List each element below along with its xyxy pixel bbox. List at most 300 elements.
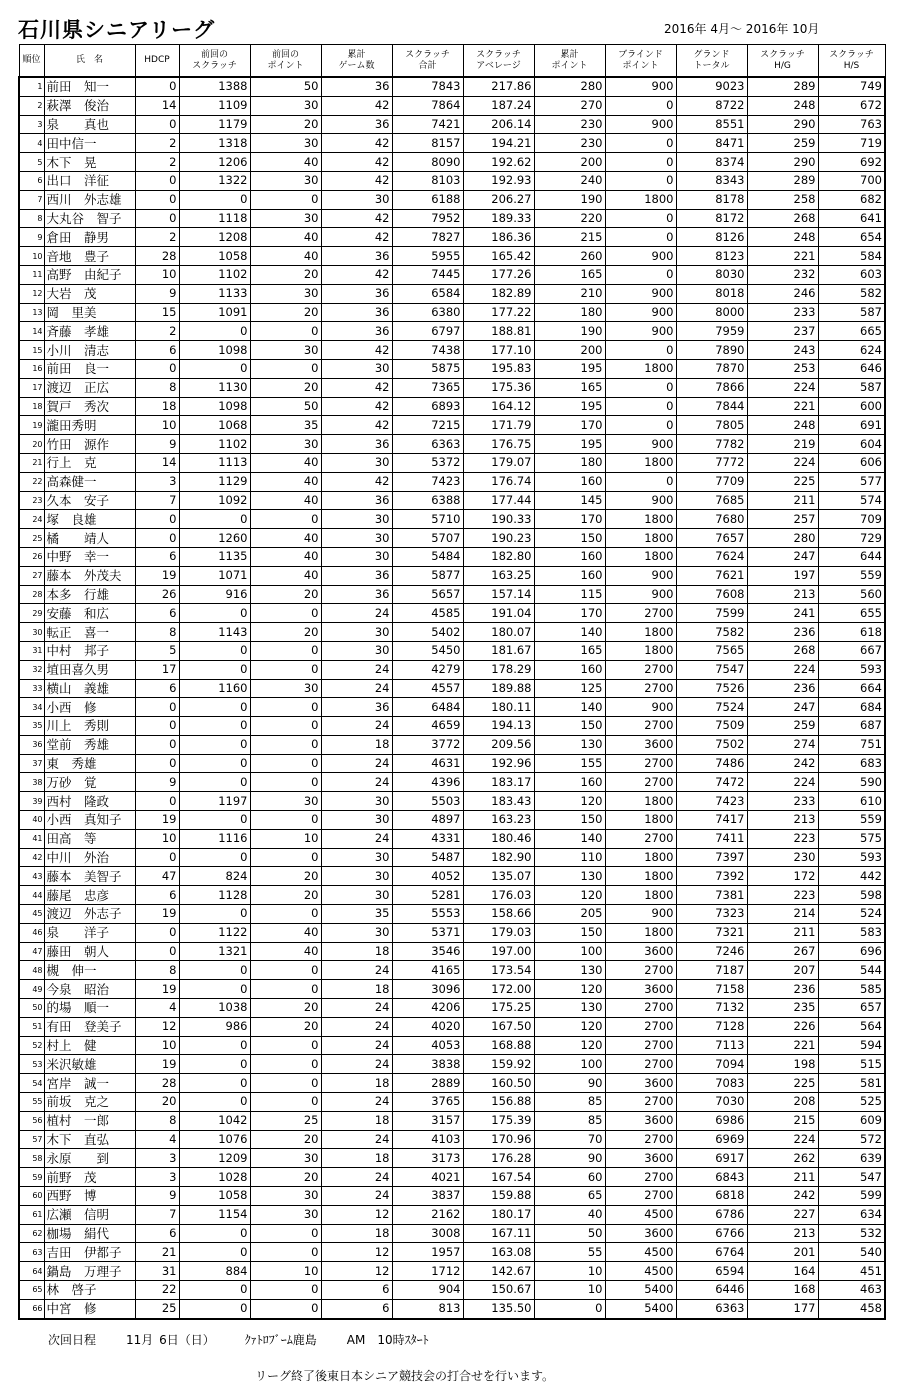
name-cell: 竹田 源作: [44, 435, 135, 454]
high-series-cell: 655: [818, 604, 885, 623]
grand-total-cell: 7472: [676, 773, 747, 792]
rank-cell: 42: [19, 848, 44, 867]
scratch-total-cell: 7438: [392, 341, 463, 360]
prev-scratch-cell: 1122: [179, 923, 250, 942]
prev-scratch-cell: 1091: [179, 303, 250, 322]
table-row: [19, 190, 885, 209]
games-cell: 36: [321, 322, 392, 341]
table-row: [19, 773, 885, 792]
games-cell: 35: [321, 905, 392, 924]
high-game-cell: 290: [747, 153, 818, 172]
high-series-cell: 672: [818, 96, 885, 115]
total-points-cell: 150: [534, 923, 605, 942]
hdcp-cell: 10: [135, 416, 179, 435]
high-game-cell: 248: [747, 96, 818, 115]
scratch-average-cell: 159.92: [463, 1055, 534, 1074]
table-row: [19, 1111, 885, 1130]
high-game-cell: 221: [747, 1036, 818, 1055]
high-game-cell: 214: [747, 905, 818, 924]
name-cell: 斉藤 孝雄: [44, 322, 135, 341]
name-cell: 賀戸 秀次: [44, 397, 135, 416]
games-cell: 18: [321, 980, 392, 999]
table-header: [19, 45, 885, 78]
high-series-cell: 458: [818, 1299, 885, 1318]
high-game-cell: 224: [747, 773, 818, 792]
high-series-cell: 709: [818, 510, 885, 529]
total-points-cell: 160: [534, 773, 605, 792]
high-game-cell: 262: [747, 1149, 818, 1168]
total-points-cell: 205: [534, 905, 605, 924]
total-points-cell: 85: [534, 1093, 605, 1112]
scratch-average-cell: 158.66: [463, 905, 534, 924]
scratch-average-cell: 167.54: [463, 1168, 534, 1187]
grand-total-cell: 7565: [676, 641, 747, 660]
games-cell: 30: [321, 623, 392, 642]
hdcp-cell: 7: [135, 491, 179, 510]
scratch-average-cell: 142.67: [463, 1262, 534, 1281]
games-cell: 30: [321, 848, 392, 867]
rank-cell: 10: [19, 247, 44, 266]
blind-points-cell: 2700: [605, 961, 676, 980]
prev-points-cell: 0: [250, 641, 321, 660]
prev-scratch-cell: 1113: [179, 453, 250, 472]
name-cell: 音地 豊子: [44, 247, 135, 266]
column-header: スクラッチ 合計: [392, 45, 463, 78]
rank-cell: 28: [19, 585, 44, 604]
hdcp-cell: 31: [135, 1262, 179, 1281]
prev-points-cell: 30: [250, 1149, 321, 1168]
prev-points-cell: 0: [250, 961, 321, 980]
name-cell: 泉 洋子: [44, 923, 135, 942]
table-row: [19, 604, 885, 623]
scratch-average-cell: 160.50: [463, 1074, 534, 1093]
games-cell: 36: [321, 435, 392, 454]
scratch-average-cell: 172.00: [463, 980, 534, 999]
high-series-cell: 585: [818, 980, 885, 999]
prev-points-cell: 20: [250, 999, 321, 1018]
name-cell: 中村 邦子: [44, 641, 135, 660]
blind-points-cell: 2700: [605, 1187, 676, 1206]
hdcp-cell: 19: [135, 811, 179, 830]
blind-points-cell: 3600: [605, 735, 676, 754]
prev-scratch-cell: 1133: [179, 284, 250, 303]
rank-cell: 3: [19, 115, 44, 134]
high-game-cell: 259: [747, 717, 818, 736]
column-header: 前回の ポイント: [250, 45, 321, 78]
name-cell: 出口 洋征: [44, 171, 135, 190]
total-points-cell: 230: [534, 134, 605, 153]
prev-scratch-cell: 824: [179, 867, 250, 886]
total-points-cell: 150: [534, 811, 605, 830]
prev-scratch-cell: 0: [179, 660, 250, 679]
high-game-cell: 233: [747, 792, 818, 811]
games-cell: 18: [321, 735, 392, 754]
hdcp-cell: 3: [135, 1149, 179, 1168]
high-game-cell: 227: [747, 1205, 818, 1224]
scratch-total-cell: 3772: [392, 735, 463, 754]
scratch-total-cell: 7445: [392, 265, 463, 284]
rank-cell: 19: [19, 416, 44, 435]
high-game-cell: 247: [747, 547, 818, 566]
total-points-cell: 110: [534, 848, 605, 867]
total-points-cell: 50: [534, 1224, 605, 1243]
grand-total-cell: 7392: [676, 867, 747, 886]
prev-points-cell: 20: [250, 115, 321, 134]
prev-scratch-cell: 1130: [179, 378, 250, 397]
prev-scratch-cell: 1068: [179, 416, 250, 435]
blind-points-cell: 0: [605, 171, 676, 190]
column-header: HDCP: [135, 45, 179, 78]
hdcp-cell: 6: [135, 679, 179, 698]
total-points-cell: 40: [534, 1205, 605, 1224]
blind-points-cell: 900: [605, 491, 676, 510]
scratch-total-cell: 4279: [392, 660, 463, 679]
prev-scratch-cell: 0: [179, 641, 250, 660]
total-points-cell: 165: [534, 265, 605, 284]
scratch-total-cell: 6380: [392, 303, 463, 322]
grand-total-cell: 7187: [676, 961, 747, 980]
total-points-cell: 280: [534, 77, 605, 96]
rank-cell: 1: [19, 77, 44, 96]
high-series-cell: 590: [818, 773, 885, 792]
high-game-cell: 235: [747, 999, 818, 1018]
scratch-average-cell: 190.33: [463, 510, 534, 529]
total-points-cell: 180: [534, 303, 605, 322]
name-cell: 的場 順一: [44, 999, 135, 1018]
grand-total-cell: 7805: [676, 416, 747, 435]
prev-points-cell: 0: [250, 359, 321, 378]
hdcp-cell: 19: [135, 980, 179, 999]
blind-points-cell: 1800: [605, 867, 676, 886]
games-cell: 30: [321, 359, 392, 378]
hdcp-cell: 22: [135, 1281, 179, 1300]
grand-total-cell: 7030: [676, 1093, 747, 1112]
high-series-cell: 587: [818, 378, 885, 397]
hdcp-cell: 47: [135, 867, 179, 886]
table-row: [19, 698, 885, 717]
scratch-average-cell: 164.12: [463, 397, 534, 416]
games-cell: 18: [321, 1074, 392, 1093]
blind-points-cell: 1800: [605, 547, 676, 566]
high-series-cell: 665: [818, 322, 885, 341]
table-row: [19, 378, 885, 397]
total-points-cell: 190: [534, 322, 605, 341]
rank-cell: 31: [19, 641, 44, 660]
next-schedule: [48, 1331, 459, 1348]
rank-cell: 61: [19, 1205, 44, 1224]
prev-scratch-cell: 1129: [179, 472, 250, 491]
scratch-total-cell: 4053: [392, 1036, 463, 1055]
prev-points-cell: 0: [250, 1224, 321, 1243]
high-series-cell: 532: [818, 1224, 885, 1243]
prev-points-cell: 10: [250, 1262, 321, 1281]
scratch-average-cell: 182.80: [463, 547, 534, 566]
schedule-label: 次回日程: [48, 1333, 97, 1347]
games-cell: 24: [321, 1055, 392, 1074]
prev-scratch-cell: 0: [179, 773, 250, 792]
hdcp-cell: 10: [135, 829, 179, 848]
high-series-cell: 604: [818, 435, 885, 454]
table-row: [19, 923, 885, 942]
games-cell: 24: [321, 1093, 392, 1112]
hdcp-cell: 6: [135, 886, 179, 905]
table-row: [19, 115, 885, 134]
schedule-time: AM 10時ｽﾀｰﾄ: [346, 1333, 429, 1347]
blind-points-cell: 0: [605, 397, 676, 416]
hdcp-cell: 0: [135, 717, 179, 736]
scratch-average-cell: 195.83: [463, 359, 534, 378]
rank-cell: 4: [19, 134, 44, 153]
high-series-cell: 682: [818, 190, 885, 209]
table-row: [19, 623, 885, 642]
scratch-average-cell: 179.03: [463, 923, 534, 942]
rank-cell: 20: [19, 435, 44, 454]
table-row: [19, 416, 885, 435]
games-cell: 42: [321, 397, 392, 416]
hdcp-cell: 6: [135, 1224, 179, 1243]
scratch-average-cell: 176.74: [463, 472, 534, 491]
name-cell: 久本 安子: [44, 491, 135, 510]
table-row: [19, 341, 885, 360]
grand-total-cell: 8178: [676, 190, 747, 209]
total-points-cell: 90: [534, 1074, 605, 1093]
column-header: 順位: [19, 45, 44, 78]
games-cell: 18: [321, 1149, 392, 1168]
prev-points-cell: 40: [250, 247, 321, 266]
prev-points-cell: 0: [250, 1243, 321, 1262]
rank-cell: 34: [19, 698, 44, 717]
prev-scratch-cell: 0: [179, 1036, 250, 1055]
prev-points-cell: 0: [250, 735, 321, 754]
prev-points-cell: 30: [250, 341, 321, 360]
hdcp-cell: 3: [135, 1168, 179, 1187]
total-points-cell: 160: [534, 566, 605, 585]
grand-total-cell: 7323: [676, 905, 747, 924]
games-cell: 24: [321, 961, 392, 980]
blind-points-cell: 4500: [605, 1205, 676, 1224]
games-cell: 24: [321, 1017, 392, 1036]
scratch-total-cell: 3546: [392, 942, 463, 961]
table-row: [19, 228, 885, 247]
footer-note: リーグ終了後東日本シニア競技会の打合せを行います。: [255, 1369, 555, 1383]
high-series-cell: 719: [818, 134, 885, 153]
scratch-average-cell: 176.75: [463, 435, 534, 454]
prev-points-cell: 0: [250, 660, 321, 679]
high-game-cell: 215: [747, 1111, 818, 1130]
table-row: [19, 848, 885, 867]
scratch-total-cell: 3838: [392, 1055, 463, 1074]
scratch-total-cell: 7827: [392, 228, 463, 247]
prev-scratch-cell: 0: [179, 1055, 250, 1074]
high-game-cell: 224: [747, 660, 818, 679]
scratch-total-cell: 1712: [392, 1262, 463, 1281]
games-cell: 42: [321, 416, 392, 435]
games-cell: 24: [321, 1036, 392, 1055]
blind-points-cell: 5400: [605, 1299, 676, 1318]
name-cell: 枷場 絹代: [44, 1224, 135, 1243]
blind-points-cell: 1800: [605, 359, 676, 378]
total-points-cell: 120: [534, 792, 605, 811]
scratch-average-cell: 181.67: [463, 641, 534, 660]
blind-points-cell: 1800: [605, 529, 676, 548]
name-cell: 藤本 外茂夫: [44, 566, 135, 585]
prev-points-cell: 0: [250, 510, 321, 529]
hdcp-cell: 4: [135, 1130, 179, 1149]
scratch-total-cell: 5553: [392, 905, 463, 924]
prev-points-cell: 10: [250, 829, 321, 848]
games-cell: 24: [321, 717, 392, 736]
scratch-total-cell: 3765: [392, 1093, 463, 1112]
high-game-cell: 224: [747, 378, 818, 397]
table-row: [19, 472, 885, 491]
rank-cell: 55: [19, 1093, 44, 1112]
rank-cell: 21: [19, 453, 44, 472]
table-row: [19, 585, 885, 604]
grand-total-cell: 6917: [676, 1149, 747, 1168]
high-game-cell: 198: [747, 1055, 818, 1074]
scratch-total-cell: 4206: [392, 999, 463, 1018]
prev-scratch-cell: 1135: [179, 547, 250, 566]
blind-points-cell: 4500: [605, 1262, 676, 1281]
blind-points-cell: 2700: [605, 660, 676, 679]
rank-cell: 44: [19, 886, 44, 905]
games-cell: 18: [321, 1111, 392, 1130]
games-cell: 24: [321, 1187, 392, 1206]
prev-scratch-cell: 0: [179, 1074, 250, 1093]
high-series-cell: 587: [818, 303, 885, 322]
hdcp-cell: 2: [135, 322, 179, 341]
games-cell: 42: [321, 265, 392, 284]
high-series-cell: 560: [818, 585, 885, 604]
scratch-total-cell: 3008: [392, 1224, 463, 1243]
total-points-cell: 195: [534, 359, 605, 378]
blind-points-cell: 0: [605, 153, 676, 172]
name-cell: 渡辺 正広: [44, 378, 135, 397]
hdcp-cell: 17: [135, 660, 179, 679]
high-game-cell: 243: [747, 341, 818, 360]
scratch-total-cell: 5955: [392, 247, 463, 266]
blind-points-cell: 900: [605, 115, 676, 134]
rank-cell: 66: [19, 1299, 44, 1318]
scratch-average-cell: 171.79: [463, 416, 534, 435]
prev-points-cell: 0: [250, 1281, 321, 1300]
name-cell: 渡辺 外志子: [44, 905, 135, 924]
name-cell: 植村 一郎: [44, 1111, 135, 1130]
scratch-average-cell: 173.54: [463, 961, 534, 980]
hdcp-cell: 25: [135, 1299, 179, 1318]
prev-points-cell: 0: [250, 1093, 321, 1112]
scratch-average-cell: 178.29: [463, 660, 534, 679]
scratch-total-cell: 5371: [392, 923, 463, 942]
scratch-total-cell: 5710: [392, 510, 463, 529]
scratch-average-cell: 165.42: [463, 247, 534, 266]
high-series-cell: 564: [818, 1017, 885, 1036]
games-cell: 24: [321, 829, 392, 848]
scratch-average-cell: 206.14: [463, 115, 534, 134]
total-points-cell: 195: [534, 397, 605, 416]
table-row: [19, 961, 885, 980]
prev-points-cell: 20: [250, 623, 321, 642]
prev-scratch-cell: 1071: [179, 566, 250, 585]
scratch-average-cell: 197.00: [463, 942, 534, 961]
prev-points-cell: 20: [250, 1130, 321, 1149]
prev-scratch-cell: 1028: [179, 1168, 250, 1187]
high-game-cell: 221: [747, 247, 818, 266]
blind-points-cell: 1800: [605, 190, 676, 209]
prev-scratch-cell: 1102: [179, 435, 250, 454]
high-game-cell: 164: [747, 1262, 818, 1281]
grand-total-cell: 8172: [676, 209, 747, 228]
prev-scratch-cell: 1208: [179, 228, 250, 247]
prev-points-cell: 20: [250, 1168, 321, 1187]
high-series-cell: 691: [818, 416, 885, 435]
grand-total-cell: 7094: [676, 1055, 747, 1074]
prev-scratch-cell: 1160: [179, 679, 250, 698]
total-points-cell: 120: [534, 886, 605, 905]
rank-cell: 7: [19, 190, 44, 209]
hdcp-cell: 0: [135, 529, 179, 548]
grand-total-cell: 7397: [676, 848, 747, 867]
name-cell: 前坂 克之: [44, 1093, 135, 1112]
scratch-average-cell: 192.96: [463, 754, 534, 773]
grand-total-cell: 7582: [676, 623, 747, 642]
scratch-total-cell: 6484: [392, 698, 463, 717]
name-cell: 転正 喜一: [44, 623, 135, 642]
prev-scratch-cell: 0: [179, 322, 250, 341]
high-series-cell: 575: [818, 829, 885, 848]
rank-cell: 64: [19, 1262, 44, 1281]
scratch-average-cell: 187.24: [463, 96, 534, 115]
name-cell: 万砂 覚: [44, 773, 135, 792]
high-game-cell: 267: [747, 942, 818, 961]
table-row: [19, 77, 885, 96]
scratch-total-cell: 2162: [392, 1205, 463, 1224]
high-game-cell: 177: [747, 1299, 818, 1318]
scratch-total-cell: 4396: [392, 773, 463, 792]
scratch-total-cell: 3173: [392, 1149, 463, 1168]
table-row: [19, 529, 885, 548]
prev-scratch-cell: 1118: [179, 209, 250, 228]
blind-points-cell: 0: [605, 341, 676, 360]
hdcp-cell: 0: [135, 209, 179, 228]
column-header: 氏 名: [44, 45, 135, 78]
scratch-average-cell: 189.33: [463, 209, 534, 228]
name-cell: 高森健一: [44, 472, 135, 491]
prev-points-cell: 20: [250, 886, 321, 905]
name-cell: 小川 清志: [44, 341, 135, 360]
scratch-total-cell: 7215: [392, 416, 463, 435]
total-points-cell: 200: [534, 341, 605, 360]
grand-total-cell: 7608: [676, 585, 747, 604]
prev-points-cell: 20: [250, 303, 321, 322]
column-header: ブラインド ポイント: [605, 45, 676, 78]
blind-points-cell: 2700: [605, 604, 676, 623]
high-game-cell: 226: [747, 1017, 818, 1036]
prev-points-cell: 20: [250, 585, 321, 604]
grand-total-cell: 7128: [676, 1017, 747, 1036]
rank-cell: 17: [19, 378, 44, 397]
column-header: 累計 ポイント: [534, 45, 605, 78]
high-game-cell: 257: [747, 510, 818, 529]
scratch-total-cell: 5875: [392, 359, 463, 378]
high-game-cell: 207: [747, 961, 818, 980]
name-cell: 岡 里美: [44, 303, 135, 322]
prev-points-cell: 30: [250, 209, 321, 228]
rank-cell: 48: [19, 961, 44, 980]
prev-scratch-cell: 1098: [179, 397, 250, 416]
name-cell: 本多 行雄: [44, 585, 135, 604]
total-points-cell: 140: [534, 829, 605, 848]
